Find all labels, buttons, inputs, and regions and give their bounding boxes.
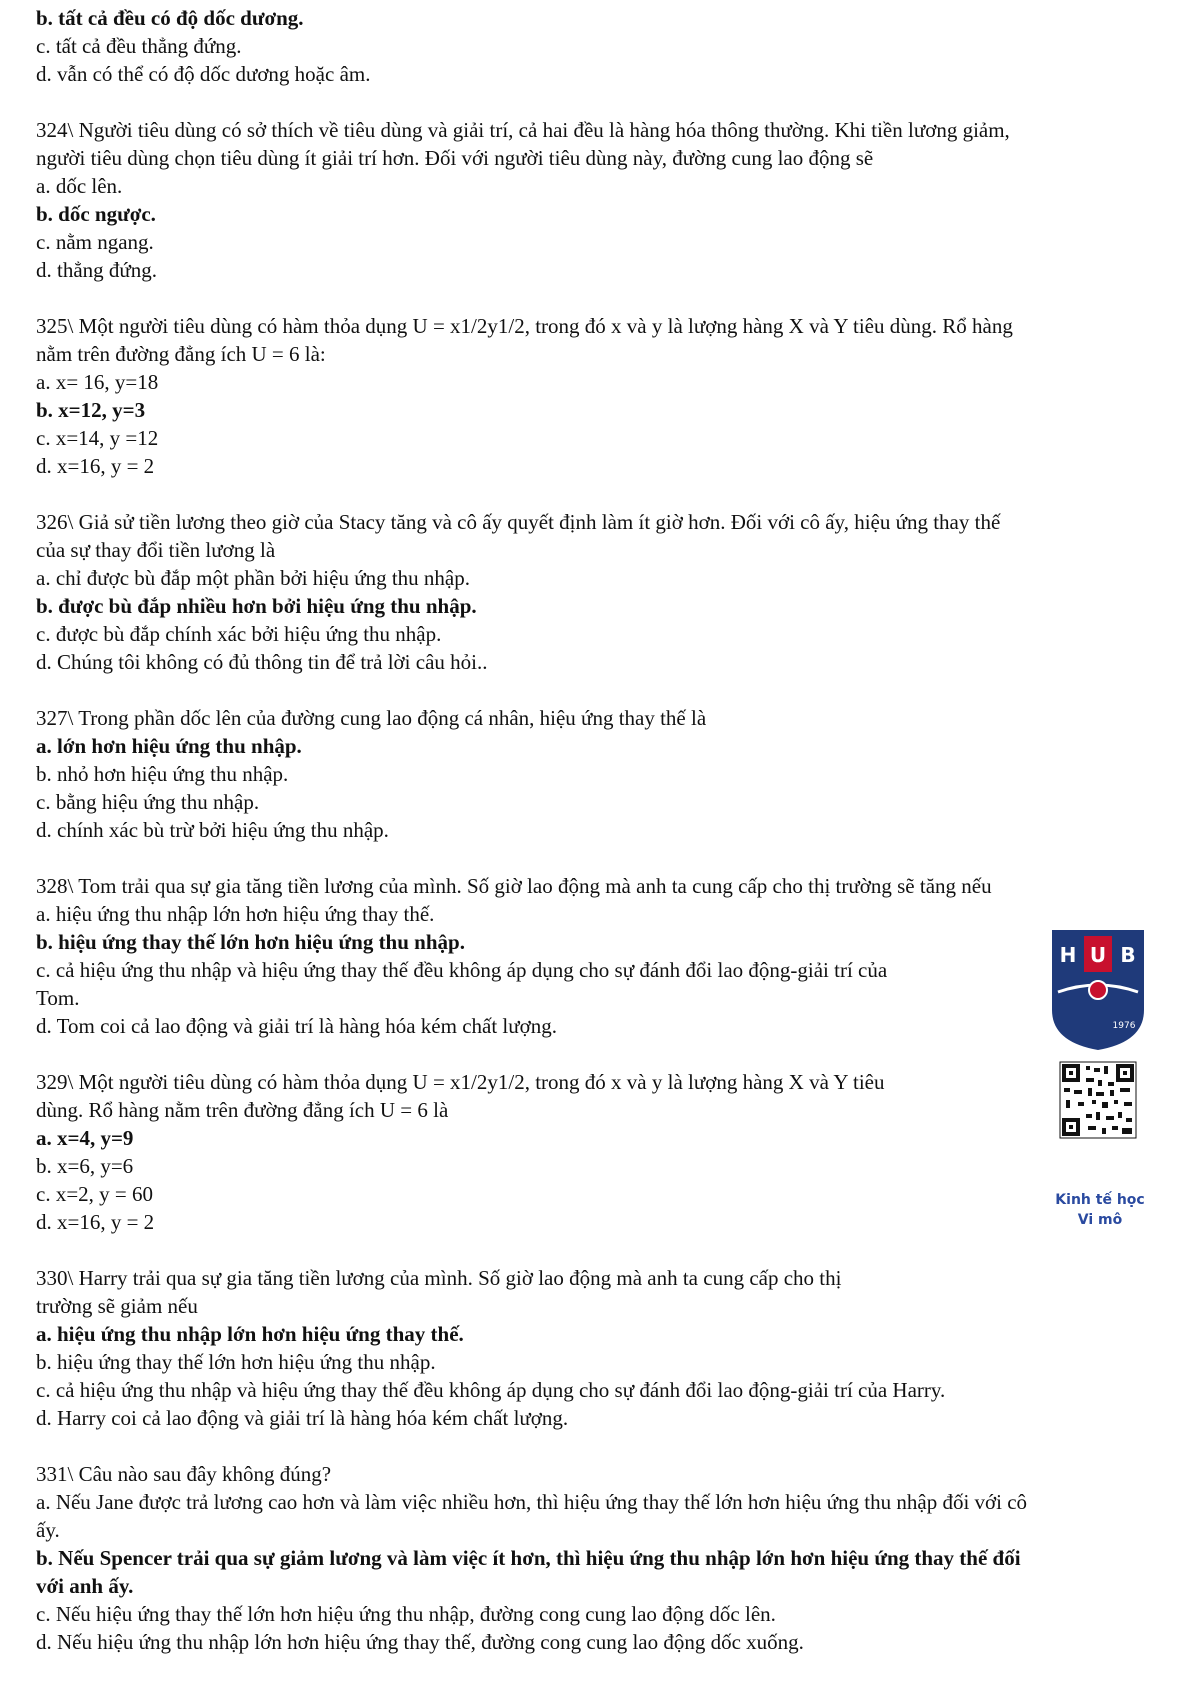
paragraph-gap: [36, 480, 1166, 508]
text-line: d. Nếu hiệu ứng thu nhập lớn hơn hiệu ứng thay thế, đường cong cung lao động dốc xuống.: [36, 1630, 804, 1654]
text-line: c. Nếu hiệu ứng thay thế lớn hơn hiệu ứng thu nhập, đường cong cung lao động dốc lên.: [36, 1602, 776, 1626]
paragraph-gap: [36, 676, 1166, 704]
text-line: c. nằm ngang.: [36, 230, 154, 254]
text-line: 327\ Trong phần dốc lên của đường cung lao động cá nhân, hiệu ứng thay thế là: [36, 706, 707, 730]
answer-line-correct: với anh ấy.: [36, 1574, 134, 1598]
text-line: a. hiệu ứng thu nhập lớn hơn hiệu ứng thay thế.: [36, 902, 435, 926]
text-line: a. dốc lên.: [36, 174, 123, 198]
text-line: 330\ Harry trải qua sự gia tăng tiền lương của mình. Số giờ lao động mà anh ta cung cấp cho thị: [36, 1266, 842, 1290]
logo-letter-h: H: [1059, 943, 1077, 967]
answer-line-correct: a. lớn hơn hiệu ứng thu nhập.: [36, 734, 302, 758]
text-line: d. Chúng tôi không có đủ thông tin để trả lời câu hỏi..: [36, 650, 488, 674]
qr-code-icon: [1060, 1062, 1136, 1138]
text-line: c. tất cả đều thẳng đứng.: [36, 34, 242, 58]
text-line: d. x=16, y = 2: [36, 454, 155, 478]
text-line: trường sẽ giảm nếu: [36, 1294, 198, 1318]
text-line: c. cả hiệu ứng thu nhập và hiệu ứng thay thế đều không áp dụng cho sự đánh đổi lao động-giải trí của Harry.: [36, 1378, 946, 1402]
text-line: a. chỉ được bù đắp một phần bởi hiệu ứng thu nhập.: [36, 566, 470, 590]
text-line: 328\ Tom trải qua sự gia tăng tiền lương của mình. Số giờ lao động mà anh ta cung cấp cho thị trường sẽ tăng nếu: [36, 874, 992, 898]
answer-line-correct: b. x=12, y=3: [36, 398, 146, 422]
answer-line-correct: a. hiệu ứng thu nhập lớn hơn hiệu ứng thay thế.: [36, 1322, 464, 1346]
logo-caption-line1: Kinh tế học: [1055, 1192, 1145, 1208]
logo-letter-u: U: [1089, 943, 1107, 967]
text-line: 329\ Một người tiêu dùng có hàm thỏa dụng U = x1/2y1/2, trong đó x và y là lượng hàng X và Y tiêu: [36, 1070, 885, 1094]
text-line: 325\ Một người tiêu dùng có hàm thỏa dụng U = x1/2y1/2, trong đó x và y là lượng hàng X và Y tiêu dùng. Rổ hàng: [36, 314, 1013, 338]
text-line: của sự thay đổi tiền lương là: [36, 538, 276, 562]
answer-line-correct: b. hiệu ứng thay thế lớn hơn hiệu ứng thu nhập.: [36, 930, 465, 954]
text-line: d. chính xác bù trừ bởi hiệu ứng thu nhập.: [36, 818, 389, 842]
logo-year: 1976: [1112, 1021, 1136, 1031]
document-body: [36, 4, 1166, 1656]
text-line: a. x= 16, y=18: [36, 370, 159, 394]
text-line: a. Nếu Jane được trả lương cao hơn và làm việc nhiều hơn, thì hiệu ứng thay thế lớn hơn hiệu ứng thu nhập đối với cô: [36, 1490, 1028, 1514]
text-line: c. bằng hiệu ứng thu nhập.: [36, 790, 260, 814]
text-line: 326\ Giả sử tiền lương theo giờ của Stacy tăng và cô ấy quyết định làm ít giờ hơn. Đối với cô ấy, hiệu ứng thay thế: [36, 510, 1001, 534]
text-line: c. x=2, y = 60: [36, 1182, 154, 1206]
paragraph-gap: [36, 284, 1166, 312]
text-line: b. x=6, y=6: [36, 1154, 134, 1178]
text-line: dùng. Rổ hàng nằm trên đường đẳng ích U = 6 là: [36, 1098, 449, 1122]
paragraph-gap: [36, 1432, 1166, 1460]
answer-line-correct: b. Nếu Spencer trải qua sự giảm lương và làm việc ít hơn, thì hiệu ứng thu nhập lớn hơn hiệu ứng thay thế đối: [36, 1546, 1021, 1570]
answer-line-correct: b. dốc ngược.: [36, 202, 156, 226]
answer-line-correct: a. x=4, y=9: [36, 1126, 134, 1150]
text-line: ấy.: [36, 1518, 60, 1542]
text-line: b. hiệu ứng thay thế lớn hơn hiệu ứng thu nhập.: [36, 1350, 436, 1374]
text-line: người tiêu dùng chọn tiêu dùng ít giải trí hơn. Đối với người tiêu dùng này, đường cung lao động sẽ: [36, 146, 874, 170]
text-line: c. được bù đắp chính xác bởi hiệu ứng thu nhập.: [36, 622, 442, 646]
text-line: Tom.: [36, 986, 80, 1010]
logo-caption-line2: Vi mô: [1077, 1212, 1123, 1228]
text-line: d. x=16, y = 2: [36, 1210, 155, 1234]
answer-line-correct: b. được bù đắp nhiều hơn bởi hiệu ứng thu nhập.: [36, 594, 477, 618]
text-line: d. Harry coi cả lao động và giải trí là hàng hóa kém chất lượng.: [36, 1406, 569, 1430]
paragraph-gap: [36, 1236, 1166, 1264]
text-line: nằm trên đường đẳng ích U = 6 là:: [36, 342, 326, 366]
logo-letter-b: B: [1120, 943, 1136, 967]
text-line: 324\ Người tiêu dùng có sở thích về tiêu dùng và giải trí, cả hai đều là hàng hóa thông thường. Khi tiền lương giảm,: [36, 118, 1010, 142]
text-line: c. x=14, y =12: [36, 426, 159, 450]
text-line: d. vẫn có thể có độ dốc dương hoặc âm.: [36, 62, 371, 86]
text-line: c. cả hiệu ứng thu nhập và hiệu ứng thay thế đều không áp dụng cho sự đánh đổi lao động-giải trí của: [36, 958, 888, 982]
hub-logo: [1048, 930, 1148, 1160]
text-line: d. thẳng đứng.: [36, 258, 158, 282]
text-line: 331\ Câu nào sau đây không đúng?: [36, 1462, 332, 1486]
paragraph-gap: [36, 88, 1166, 116]
logo-caption: [1040, 1190, 1160, 1230]
paragraph-gap: [36, 844, 1166, 872]
paragraph-gap: [36, 1040, 1166, 1068]
text-line: b. nhỏ hơn hiệu ứng thu nhập.: [36, 762, 289, 786]
answer-line-correct: b. tất cả đều có độ dốc dương.: [36, 6, 304, 30]
text-line: d. Tom coi cả lao động và giải trí là hàng hóa kém chất lượng.: [36, 1014, 557, 1038]
